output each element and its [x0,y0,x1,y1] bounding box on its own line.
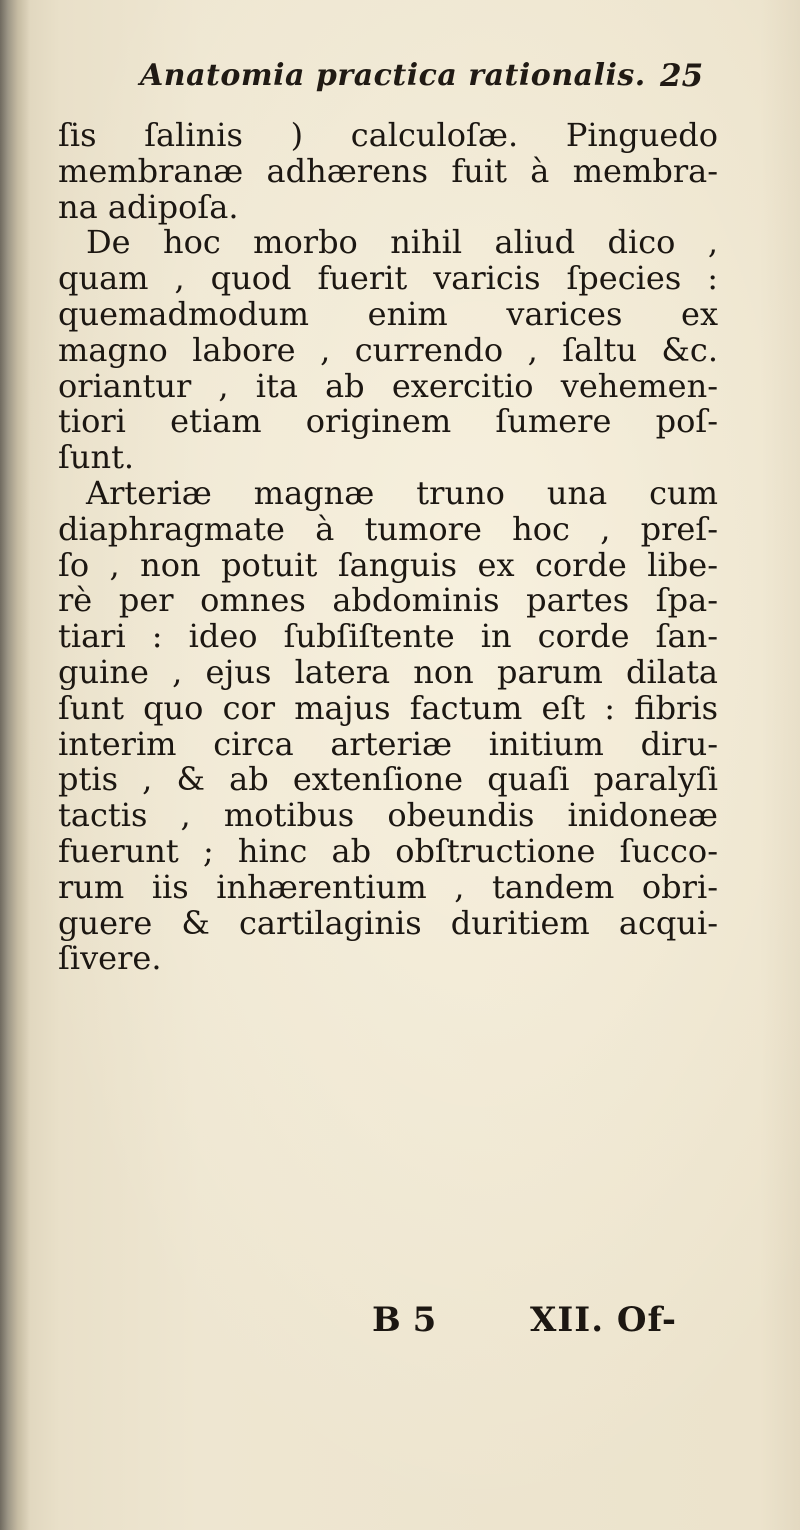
text-line-18: interim circa arteriæ initium diru- [58,724,718,763]
text-line-12: diaphragmate à tumore hoc , preſ- [58,509,718,548]
signature-mark: B 5 [372,1300,437,1340]
text-line-10: ſunt. [58,438,135,477]
body-text [58,118,718,977]
text-line-19: ptis , & ab extenſione quaſi paralyſi [58,760,718,799]
text-line-24: ſivere. [58,939,162,978]
text-line-14: rè per omnes abdominis partes ſpa- [58,581,718,620]
text-line-17: ſunt quo cor majus factum eſt : fibris [58,688,718,727]
text-line-4: De hoc morbo nihil aliud dico , [86,223,718,262]
text-line-22: rum iis inhærentium , tandem obri- [58,867,718,906]
text-line-21: fuerunt ; hinc ab obſtructione ſucco- [58,831,718,870]
text-line-20: tactis , motibus obeundis inidoneæ [58,796,718,835]
text-line-9: tiori etiam originem ſumere poſ- [58,402,718,441]
text-line-1: ſis ſalinis ) calculoſæ. Pinguedo [58,116,718,154]
text-line-7: magno labore , currendo , ſaltu &c. [58,330,718,369]
running-title: Anatomia practica rationalis. [140,58,646,93]
text-line-6: quemadmodum enim varices ex [58,294,718,333]
text-line-16: guine , ejus latera non parum dilata [58,652,718,691]
catchword: XII. Of- [530,1300,678,1340]
text-line-11: Arteriæ magnæ truno una cum [86,473,718,512]
text-line-5: quam , quod fuerit varicis ſpecies : [58,259,718,298]
text-line-8: oriantur , ita ab exercitio vehemen- [58,366,718,405]
text-line-15: tiari : ideo ſubſiſtente in corde ſan- [58,617,718,656]
page-number: 25 [660,58,704,94]
text-line-13: ſo , non potuit ſanguis ex corde libe- [58,545,718,584]
text-line-3: na adipoſa. [58,187,239,226]
text-line-23: guere & cartilaginis duritiem acqui- [58,903,718,942]
page-gutter [0,0,30,1530]
text-line-2: membranæ adhærens fuit à membra- [58,151,718,190]
